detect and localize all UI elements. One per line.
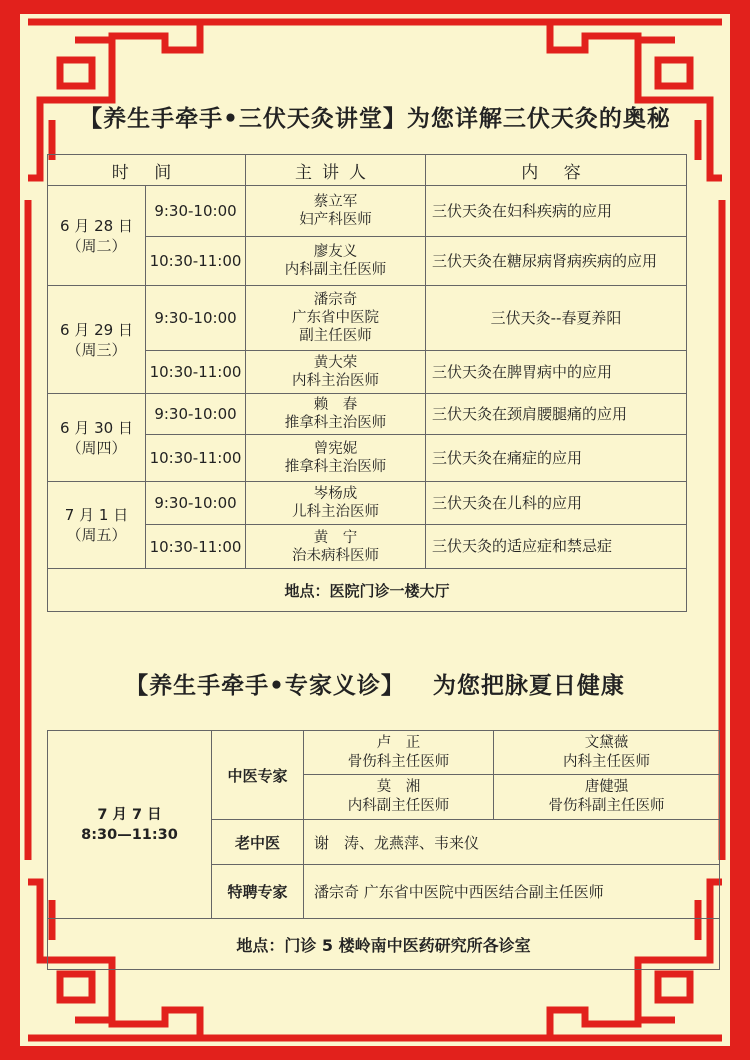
day-cell [48, 186, 146, 286]
session-time: 10:30-11:00 [146, 435, 246, 482]
speaker-title: 治未病科医师 [292, 547, 379, 564]
lecture-location: 地点：医院门诊一楼大厅 [48, 569, 687, 612]
expert-title: 内科主任医师 [563, 753, 650, 770]
weekday-text: （周四） [66, 438, 127, 457]
session-time: 10:30-11:00 [146, 351, 246, 394]
session-time: 10:30-11:00 [146, 237, 246, 286]
speaker-title-line2: 副主任医师 [299, 328, 372, 344]
day-cell [48, 482, 146, 569]
date-text: 7 月 1 日 [64, 506, 129, 524]
expert-cell [494, 775, 720, 820]
speaker-title: 推拿科主治医师 [284, 415, 387, 431]
speaker-cell [246, 525, 426, 569]
speaker-name: 赖 春 [313, 397, 358, 413]
expert-cell [304, 775, 494, 820]
speaker-title: 推拿科主治医师 [284, 459, 387, 475]
topic-cell: 三伏天灸在脾胃病中的应用 [426, 351, 687, 394]
weekday-text: （周五） [66, 526, 127, 544]
lecture-schedule-table [47, 154, 687, 612]
expert-cell [494, 731, 720, 775]
speaker-cell [246, 237, 426, 286]
date-text: 6 月 28 日 [60, 216, 133, 235]
speaker-cell [246, 186, 426, 237]
speaker-name: 廖友义 [313, 244, 358, 260]
session-time: 9:30-10:00 [146, 186, 246, 237]
clinic-date: 7 月 7 日 [97, 806, 162, 823]
speaker-title: 内科主治医师 [292, 373, 379, 389]
lecture-section-title: 【养生手牵手•三伏天灸讲堂】为您详解三伏天灸的奥秘 [79, 106, 671, 132]
clinic-title-right: 为您把脉夏日健康 [432, 673, 625, 699]
header-speaker: 主讲人 [246, 155, 426, 186]
speaker-name: 蔡立军 [313, 194, 358, 210]
special-expert-label: 特聘专家 [212, 865, 304, 919]
speaker-cell [246, 482, 426, 525]
clinic-datetime [48, 731, 212, 919]
topic-cell: 三伏天灸--春夏养阳 [426, 286, 687, 351]
expert-name: 卢 正 [376, 734, 421, 751]
expert-title: 骨伤科副主任医师 [548, 798, 665, 814]
header-time: 时 间 [48, 155, 246, 186]
day-cell [48, 286, 146, 394]
speaker-cell [246, 351, 426, 394]
expert-title: 骨伤科主任医师 [347, 753, 450, 770]
expert-title: 内科副主任医师 [347, 798, 450, 814]
session-time: 9:30-10:00 [146, 394, 246, 435]
topic-cell: 三伏天灸在糖尿病肾病疾病的应用 [426, 237, 687, 286]
expert-name: 莫 湘 [376, 779, 421, 795]
speaker-cell [246, 394, 426, 435]
clinic-title-left: 【养生手牵手•专家义诊】 [125, 673, 405, 699]
session-time: 10:30-11:00 [146, 525, 246, 569]
speaker-title: 妇产科医师 [299, 212, 372, 228]
header-content: 内 容 [426, 155, 687, 186]
clinic-time: 8:30—11:30 [81, 826, 178, 843]
speaker-name: 曾宪妮 [313, 441, 358, 457]
day-cell [48, 394, 146, 482]
speaker-title: 儿科主治医师 [292, 504, 379, 520]
speaker-name: 潘宗奇 [313, 292, 358, 308]
old-tcm-names: 谢 涛、龙燕萍、韦来仪 [304, 820, 720, 865]
topic-cell: 三伏天灸在儿科的应用 [426, 482, 687, 525]
date-text: 6 月 30 日 [60, 418, 133, 437]
speaker-title: 内科副主任医师 [284, 262, 387, 278]
date-text: 6 月 29 日 [60, 320, 133, 339]
clinic-location: 地点：门诊 5 楼岭南中医药研究所各诊室 [48, 919, 720, 970]
weekday-text: （周三） [66, 340, 127, 359]
speaker-name: 黄 宁 [313, 529, 358, 546]
topic-cell: 三伏天灸在妇科疾病的应用 [426, 186, 687, 237]
expert-cell [304, 731, 494, 775]
expert-name: 文黛薇 [584, 734, 629, 751]
tcm-expert-label: 中医专家 [212, 731, 304, 820]
clinic-table [47, 730, 720, 970]
speaker-cell [246, 435, 426, 482]
weekday-text: （周二） [66, 236, 127, 255]
session-time: 9:30-10:00 [146, 482, 246, 525]
speaker-name: 岑杨成 [313, 486, 358, 502]
old-tcm-label: 老中医 [212, 820, 304, 865]
speaker-name: 黄大荣 [313, 355, 358, 371]
topic-cell: 三伏天灸的适应症和禁忌症 [426, 525, 687, 569]
expert-name: 唐健强 [584, 779, 629, 795]
speaker-cell [246, 286, 426, 351]
clinic-section-title [0, 667, 750, 700]
speaker-title: 广东省中医院 [292, 310, 379, 326]
session-time: 9:30-10:00 [146, 286, 246, 351]
special-expert-text: 潘宗奇 广东省中医院中西医结合副主任医师 [304, 865, 720, 919]
topic-cell: 三伏天灸在颈肩腰腿痛的应用 [426, 394, 687, 435]
topic-cell: 三伏天灸在痛症的应用 [426, 435, 687, 482]
